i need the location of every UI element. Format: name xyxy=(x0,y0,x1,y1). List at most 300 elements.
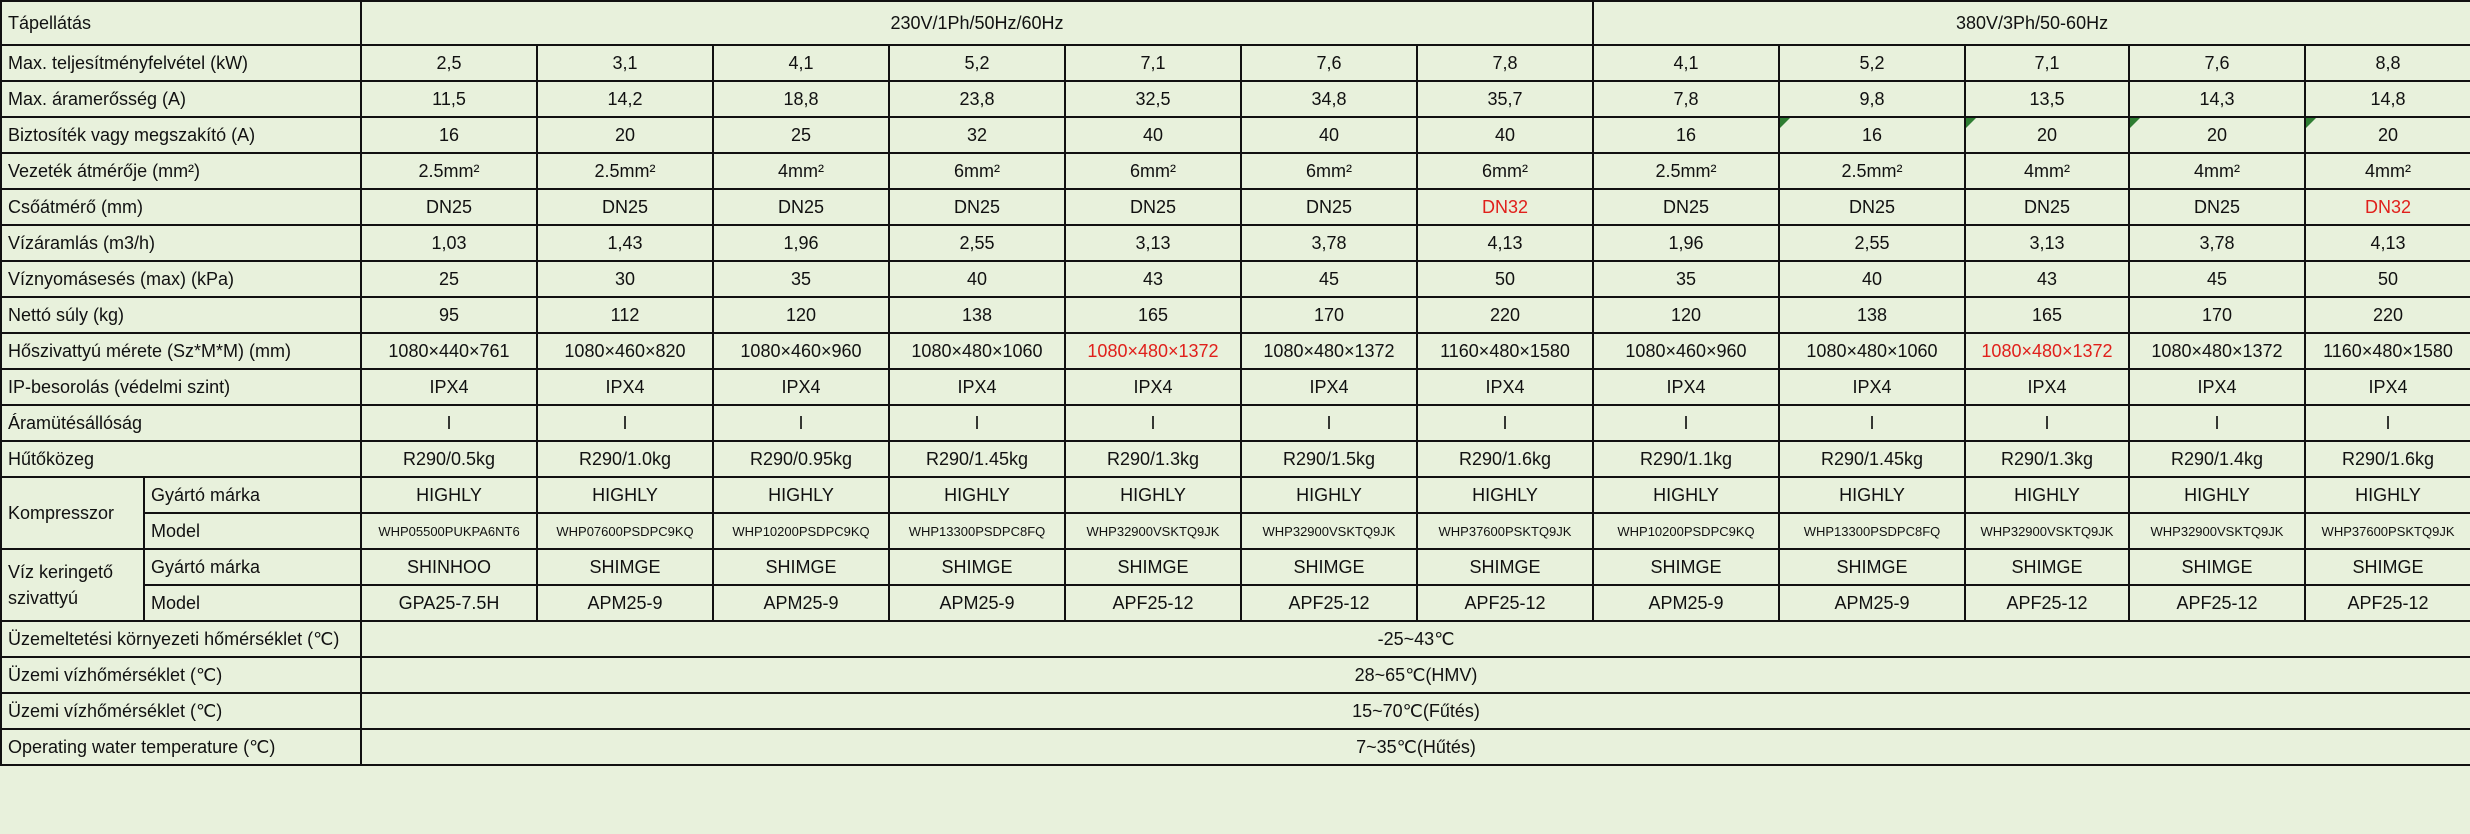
value-cell xyxy=(2129,405,2305,441)
value-cell xyxy=(1779,153,1965,189)
value-text: DN25 xyxy=(953,196,1001,217)
value-text: I xyxy=(2385,412,2391,433)
spec-row xyxy=(1,81,2470,117)
value-cell xyxy=(2129,297,2305,333)
value-cell: HIGHLY xyxy=(1241,477,1417,513)
value-text: 7,1 xyxy=(2034,52,2060,73)
value-cell xyxy=(537,153,713,189)
value-cell xyxy=(1065,153,1241,189)
value-text: 120 xyxy=(785,304,817,325)
value-cell: APM25-9 xyxy=(537,585,713,621)
value-cell xyxy=(1417,369,1593,405)
spec-row xyxy=(1,153,2470,189)
spec-row xyxy=(1,585,2470,621)
value-text: DN32 xyxy=(1481,196,1529,217)
value-cell xyxy=(1417,261,1593,297)
value-cell xyxy=(1965,45,2129,81)
value-cell: SHIMGE xyxy=(1417,549,1593,585)
value-cell xyxy=(1593,81,1779,117)
value-text: R290/1.3kg xyxy=(2000,448,2094,469)
value-text: R290/1.0kg xyxy=(578,448,672,469)
row-label: Áramütésállóság xyxy=(1,405,361,441)
value-text: 20 xyxy=(2378,124,2399,145)
value-text: 1,96 xyxy=(1668,232,1704,253)
value-cell xyxy=(537,369,713,405)
spec-row xyxy=(1,513,2470,549)
value-text: 4mm² xyxy=(2365,160,2412,181)
value-text: 7,8 xyxy=(1492,52,1518,73)
value-text: R290/1.5kg xyxy=(1282,448,1376,469)
value-text: 2,5 xyxy=(436,52,462,73)
value-cell: HIGHLY xyxy=(1417,477,1593,513)
value-text: 4,13 xyxy=(1487,232,1523,253)
value-cell xyxy=(713,297,889,333)
value-text: 25 xyxy=(790,124,812,145)
value-text: DN25 xyxy=(2023,196,2071,217)
value-cell xyxy=(1065,81,1241,117)
value-text: 3,78 xyxy=(1311,232,1347,253)
comment-flag-icon xyxy=(1780,118,1790,128)
value-cell: HIGHLY xyxy=(2129,477,2305,513)
value-cell xyxy=(537,81,713,117)
value-text: DN25 xyxy=(777,196,825,217)
value-cell xyxy=(1241,81,1417,117)
value-cell xyxy=(1965,405,2129,441)
value-cell xyxy=(1965,369,2129,405)
power-supply-cell: 230V/1Ph/50Hz/60Hz xyxy=(361,1,1593,45)
value-cell xyxy=(2129,153,2305,189)
value-cell xyxy=(889,117,1065,153)
value-cell xyxy=(2129,333,2305,369)
value-cell xyxy=(1593,297,1779,333)
value-cell xyxy=(713,45,889,81)
value-cell: WHP10200PSDPC9KQ xyxy=(713,513,889,549)
spec-row xyxy=(1,369,2470,405)
value-cell xyxy=(361,189,537,225)
spec-row xyxy=(1,441,2470,477)
value-cell: HIGHLY xyxy=(1065,477,1241,513)
value-text: 1080×480×1060 xyxy=(911,340,1043,361)
value-text: IPX4 xyxy=(1309,376,1349,397)
value-text: 1160×480×1580 xyxy=(1440,340,1570,361)
value-text: 43 xyxy=(1142,268,1164,289)
value-text: DN25 xyxy=(2193,196,2241,217)
value-cell xyxy=(1417,153,1593,189)
value-text: 35 xyxy=(790,268,812,289)
value-cell xyxy=(889,441,1065,477)
value-text: 6mm² xyxy=(954,160,1000,181)
value-cell xyxy=(1593,333,1779,369)
value-text: 220 xyxy=(1489,304,1521,325)
value-cell xyxy=(1065,297,1241,333)
value-text: IPX4 xyxy=(429,376,469,397)
spec-row xyxy=(1,297,2470,333)
value-cell xyxy=(361,45,537,81)
value-cell xyxy=(2305,441,2470,477)
value-text: 16 xyxy=(438,124,460,145)
value-cell: APF25-12 xyxy=(1417,585,1593,621)
value-cell xyxy=(1965,225,2129,261)
value-cell xyxy=(537,225,713,261)
value-text: 45 xyxy=(1318,268,1340,289)
value-text: 25 xyxy=(438,268,460,289)
value-text: 138 xyxy=(1856,304,1888,325)
temperature-range-cell: -25~43℃ xyxy=(361,621,2470,657)
value-text: 1,03 xyxy=(431,232,467,253)
value-cell xyxy=(361,441,537,477)
value-text: I xyxy=(2044,412,2050,433)
value-cell xyxy=(1241,405,1417,441)
value-text: 1160×480×1580 xyxy=(2323,340,2453,361)
value-text: DN25 xyxy=(1662,196,1710,217)
row-label: Üzemi vízhőmérséklet (℃) xyxy=(1,693,361,729)
value-cell xyxy=(713,441,889,477)
value-text: R290/0.95kg xyxy=(749,448,853,469)
spec-row xyxy=(1,1,2470,45)
value-text: 2.5mm² xyxy=(1655,160,1717,181)
value-text: DN25 xyxy=(1305,196,1353,217)
value-text: 4mm² xyxy=(2194,160,2240,181)
value-cell xyxy=(1241,369,1417,405)
value-cell: SHIMGE xyxy=(1965,549,2129,585)
spec-row xyxy=(1,621,2470,657)
value-text: 1080×440×761 xyxy=(388,340,510,361)
sub-label: Model xyxy=(144,585,361,621)
value-cell: HIGHLY xyxy=(2305,477,2470,513)
value-cell xyxy=(1417,45,1593,81)
value-cell xyxy=(889,333,1065,369)
value-cell: SHIMGE xyxy=(1593,549,1779,585)
value-text: 1080×460×960 xyxy=(1625,340,1747,361)
value-cell xyxy=(1065,225,1241,261)
value-text: 20 xyxy=(614,124,636,145)
temperature-range-cell: 7~35℃(Hűtés) xyxy=(361,729,2470,765)
value-cell: WHP32900VSKTQ9JK xyxy=(1065,513,1241,549)
power-supply-cell: 380V/3Ph/50-60Hz xyxy=(1593,1,2470,45)
value-cell: SHIMGE xyxy=(1065,549,1241,585)
spec-row xyxy=(1,549,2470,585)
value-cell xyxy=(1965,297,2129,333)
value-text: I xyxy=(798,412,804,433)
value-text: 11,5 xyxy=(432,88,466,109)
value-text: R290/1.3kg xyxy=(1106,448,1200,469)
value-text: 7,8 xyxy=(1673,88,1699,109)
value-text: 9,8 xyxy=(1859,88,1885,109)
sub-label: Gyártó márka xyxy=(144,549,361,585)
value-cell xyxy=(1065,333,1241,369)
row-label: Tápellátás xyxy=(1,1,361,45)
value-cell xyxy=(1593,189,1779,225)
value-cell xyxy=(1779,333,1965,369)
value-cell xyxy=(537,333,713,369)
value-text: 1080×480×1372 xyxy=(1981,340,2113,361)
value-text: 5,2 xyxy=(964,52,990,73)
value-cell: WHP32900VSKTQ9JK xyxy=(2129,513,2305,549)
row-label: Hűtőközeg xyxy=(1,441,361,477)
value-text: 2.5mm² xyxy=(1841,160,1903,181)
value-text: 5,2 xyxy=(1859,52,1885,73)
value-cell: SHIMGE xyxy=(537,549,713,585)
value-cell xyxy=(361,117,537,153)
value-text: I xyxy=(1869,412,1875,433)
value-cell xyxy=(361,261,537,297)
value-cell xyxy=(361,333,537,369)
value-cell: HIGHLY xyxy=(889,477,1065,513)
value-cell xyxy=(1417,297,1593,333)
value-cell xyxy=(1593,369,1779,405)
value-cell xyxy=(1965,117,2129,153)
value-cell xyxy=(1779,45,1965,81)
value-text: 1080×480×1060 xyxy=(1806,340,1938,361)
value-cell xyxy=(1965,441,2129,477)
value-text: IPX4 xyxy=(2197,376,2237,397)
value-cell xyxy=(1417,441,1593,477)
value-text: 4mm² xyxy=(2024,160,2070,181)
value-cell xyxy=(1065,405,1241,441)
value-cell: SHIMGE xyxy=(713,549,889,585)
value-cell xyxy=(1241,225,1417,261)
value-text: 170 xyxy=(2201,304,2233,325)
value-text: 14,2 xyxy=(607,88,643,109)
value-text: IPX4 xyxy=(1852,376,1892,397)
value-text: R290/1.6kg xyxy=(2341,448,2435,469)
value-cell xyxy=(537,405,713,441)
row-label: Max. teljesítményfelvétel (kW) xyxy=(1,45,361,81)
value-cell xyxy=(1241,117,1417,153)
value-cell xyxy=(2129,225,2305,261)
value-cell xyxy=(2129,261,2305,297)
value-text: DN25 xyxy=(425,196,473,217)
value-text: 18,8 xyxy=(783,88,819,109)
value-cell xyxy=(1417,225,1593,261)
value-cell xyxy=(889,45,1065,81)
row-label: Üzemi vízhőmérséklet (℃) xyxy=(1,657,361,693)
value-text: 32 xyxy=(966,124,988,145)
value-cell xyxy=(713,225,889,261)
value-text: IPX4 xyxy=(605,376,645,397)
value-text: 7,1 xyxy=(1140,52,1166,73)
value-cell: WHP32900VSKTQ9JK xyxy=(1965,513,2129,549)
value-cell xyxy=(1065,117,1241,153)
value-cell xyxy=(537,45,713,81)
value-cell xyxy=(2305,297,2470,333)
value-cell xyxy=(713,189,889,225)
value-text: 220 xyxy=(2373,304,2404,325)
value-cell xyxy=(1779,117,1965,153)
spec-row xyxy=(1,225,2470,261)
value-cell xyxy=(1779,405,1965,441)
row-label: Max. áramerősség (A) xyxy=(1,81,361,117)
value-cell xyxy=(1417,189,1593,225)
value-text: I xyxy=(1150,412,1156,433)
value-cell: WHP37600PSKTQ9JK xyxy=(2305,513,2470,549)
value-cell xyxy=(2305,189,2470,225)
value-cell xyxy=(1241,297,1417,333)
value-text: IPX4 xyxy=(2027,376,2067,397)
value-cell: APM25-9 xyxy=(1593,585,1779,621)
value-text: DN25 xyxy=(1129,196,1177,217)
value-cell xyxy=(1065,189,1241,225)
value-text: 3,13 xyxy=(2029,232,2065,253)
value-text: I xyxy=(1326,412,1332,433)
value-text: IPX4 xyxy=(957,376,997,397)
value-text: 45 xyxy=(2206,268,2228,289)
value-text: R290/1.1kg xyxy=(1639,448,1733,469)
value-text: 2,55 xyxy=(959,232,995,253)
value-cell xyxy=(1965,261,2129,297)
value-cell xyxy=(1065,441,1241,477)
value-text: 3,78 xyxy=(2199,232,2235,253)
comment-flag-icon xyxy=(2130,118,2140,128)
value-cell xyxy=(889,261,1065,297)
value-cell xyxy=(1593,45,1779,81)
value-cell: WHP07600PSDPC9KQ xyxy=(537,513,713,549)
value-cell xyxy=(1965,189,2129,225)
row-label: Üzemeltetési környezeti hőmérséklet (℃) xyxy=(1,621,361,657)
value-text: DN25 xyxy=(1848,196,1896,217)
value-cell xyxy=(1593,441,1779,477)
value-text: 35 xyxy=(1675,268,1697,289)
value-text: 2.5mm² xyxy=(594,160,656,181)
value-text: DN25 xyxy=(601,196,649,217)
value-cell: APF25-12 xyxy=(1965,585,2129,621)
value-cell xyxy=(2305,45,2470,81)
value-text: 4,1 xyxy=(1673,52,1699,73)
value-text: DN32 xyxy=(2365,196,2412,217)
value-cell xyxy=(889,153,1065,189)
value-text: 13,5 xyxy=(2029,88,2065,109)
value-cell xyxy=(361,81,537,117)
row-label: Hőszivattyú mérete (Sz*M*M) (mm) xyxy=(1,333,361,369)
group-label: Kompresszor xyxy=(1,477,144,549)
value-text: 16 xyxy=(1675,124,1697,145)
value-cell xyxy=(713,369,889,405)
value-cell xyxy=(1241,153,1417,189)
value-text: IPX4 xyxy=(1485,376,1525,397)
value-cell xyxy=(1965,81,2129,117)
value-cell xyxy=(2129,189,2305,225)
value-text: IPX4 xyxy=(2368,376,2408,397)
value-cell xyxy=(1417,117,1593,153)
value-text: 40 xyxy=(1861,268,1883,289)
value-cell xyxy=(713,81,889,117)
value-cell xyxy=(1241,45,1417,81)
value-text: 4mm² xyxy=(778,160,824,181)
value-cell xyxy=(1593,261,1779,297)
value-text: I xyxy=(1683,412,1689,433)
value-cell xyxy=(1417,405,1593,441)
value-text: 2,55 xyxy=(1854,232,1890,253)
spec-row xyxy=(1,333,2470,369)
row-label: Biztosíték vagy megszakító (A) xyxy=(1,117,361,153)
value-cell: SHIMGE xyxy=(1241,549,1417,585)
spec-row xyxy=(1,189,2470,225)
value-text: 23,8 xyxy=(959,88,995,109)
value-text: IPX4 xyxy=(781,376,821,397)
value-text: 14,8 xyxy=(2370,88,2406,109)
value-cell xyxy=(1779,225,1965,261)
value-text: 3,1 xyxy=(612,52,638,73)
temperature-range-cell: 15~70℃(Fűtés) xyxy=(361,693,2470,729)
value-cell xyxy=(2305,405,2470,441)
value-cell xyxy=(889,369,1065,405)
value-cell xyxy=(1779,369,1965,405)
value-cell xyxy=(1417,81,1593,117)
spec-row xyxy=(1,405,2470,441)
value-cell xyxy=(1065,45,1241,81)
value-cell xyxy=(1241,333,1417,369)
value-cell: HIGHLY xyxy=(1965,477,2129,513)
value-text: 40 xyxy=(1142,124,1164,145)
value-text: R290/1.4kg xyxy=(2170,448,2264,469)
row-label: Operating water temperature (℃) xyxy=(1,729,361,765)
value-cell xyxy=(1593,153,1779,189)
value-cell xyxy=(361,369,537,405)
row-label: Vízáramlás (m3/h) xyxy=(1,225,361,261)
value-text: IPX4 xyxy=(1133,376,1173,397)
value-cell: SHIMGE xyxy=(1779,549,1965,585)
value-cell xyxy=(2129,81,2305,117)
value-cell xyxy=(889,225,1065,261)
group-label: Víz keringető szivattyú xyxy=(1,549,144,621)
value-cell xyxy=(2129,45,2305,81)
value-text: 50 xyxy=(2378,268,2399,289)
value-text: 1080×480×1372 xyxy=(1087,340,1219,361)
value-text: R290/1.45kg xyxy=(925,448,1029,469)
value-text: 6mm² xyxy=(1482,160,1528,181)
value-cell: HIGHLY xyxy=(537,477,713,513)
value-text: I xyxy=(2214,412,2220,433)
value-text: 43 xyxy=(2036,268,2058,289)
value-cell xyxy=(889,405,1065,441)
value-cell: SHIMGE xyxy=(2305,549,2470,585)
value-cell xyxy=(2305,153,2470,189)
value-text: 120 xyxy=(1670,304,1702,325)
value-cell xyxy=(2129,441,2305,477)
value-cell xyxy=(713,117,889,153)
value-cell: SHIMGE xyxy=(2129,549,2305,585)
value-cell xyxy=(713,153,889,189)
value-cell xyxy=(1241,261,1417,297)
value-cell: WHP32900VSKTQ9JK xyxy=(1241,513,1417,549)
value-cell xyxy=(889,189,1065,225)
value-cell: APF25-12 xyxy=(1065,585,1241,621)
value-text: 20 xyxy=(2036,124,2058,145)
value-text: 40 xyxy=(1318,124,1340,145)
value-cell: APM25-9 xyxy=(1779,585,1965,621)
value-text: 32,5 xyxy=(1135,88,1171,109)
value-cell xyxy=(2129,117,2305,153)
value-text: 40 xyxy=(1494,124,1516,145)
comment-flag-icon xyxy=(2306,118,2316,128)
value-text: 4,1 xyxy=(788,52,814,73)
value-cell xyxy=(2305,225,2470,261)
temperature-range-cell: 28~65℃(HMV) xyxy=(361,657,2470,693)
value-cell: WHP10200PSDPC9KQ xyxy=(1593,513,1779,549)
value-cell xyxy=(2305,333,2470,369)
row-label: Nettó súly (kg) xyxy=(1,297,361,333)
spec-row xyxy=(1,657,2470,693)
value-text: 138 xyxy=(961,304,993,325)
value-text: 35,7 xyxy=(1487,88,1523,109)
value-text: I xyxy=(622,412,628,433)
value-text: 8,8 xyxy=(2375,52,2401,73)
value-cell xyxy=(361,225,537,261)
value-cell xyxy=(1965,153,2129,189)
value-cell xyxy=(1779,441,1965,477)
value-cell: HIGHLY xyxy=(1593,477,1779,513)
value-cell xyxy=(889,297,1065,333)
